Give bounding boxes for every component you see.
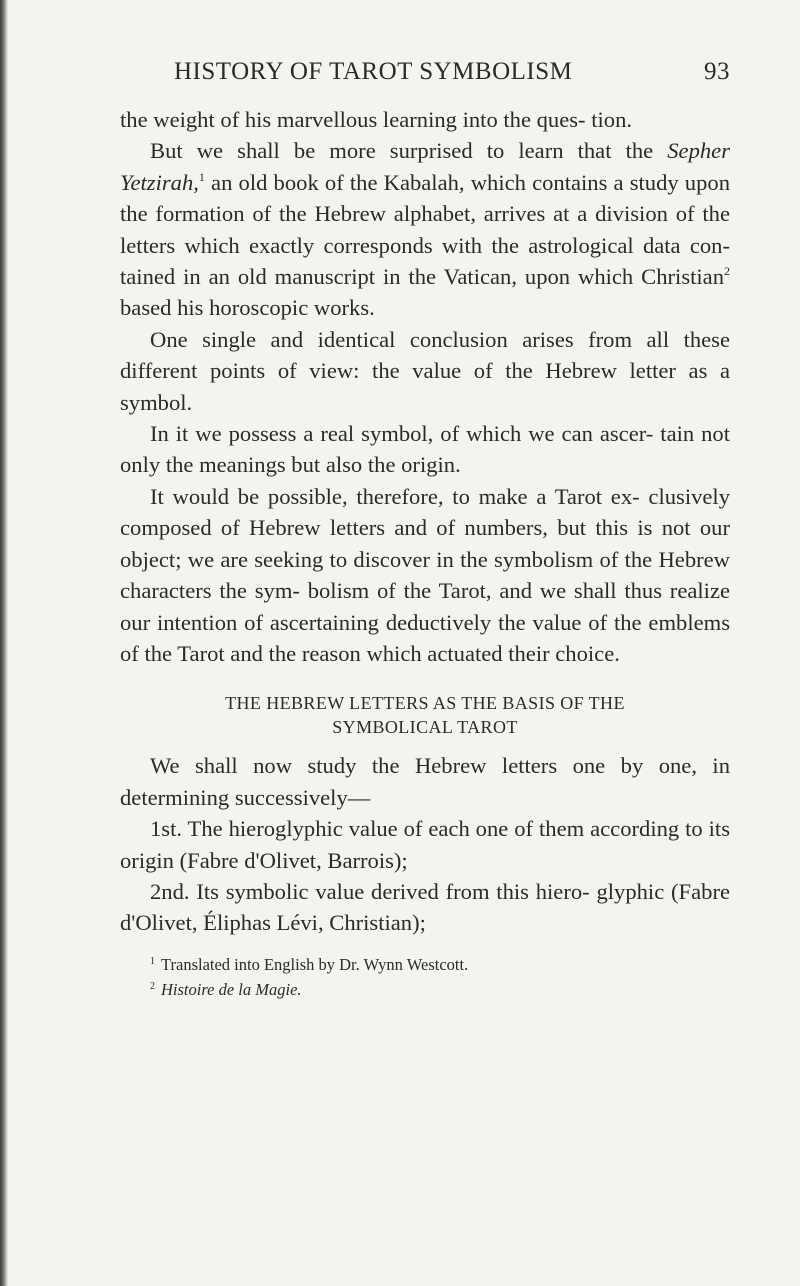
footnote-1-text: Translated into English by Dr. Wynn Westcott. — [161, 954, 469, 974]
paragraph-2-end: based his horoscopic works. — [120, 295, 375, 321]
section-paragraph-3: 2nd. Its symbolic value derived from this hiero- glyphic (Fabre d'Olivet, Éliphas Lévi, Christian); — [120, 878, 730, 936]
paragraph-3: One single and identical conclusion arises from all these different points of view: the value of the Hebrew letter as a symbol. — [120, 326, 730, 415]
footnote-ref-2: 2 — [724, 264, 730, 279]
section-paragraph-1: We shall now study the Hebrew letters one by one, in determining successively— — [120, 753, 730, 810]
page-gutter-shadow — [0, 0, 8, 1286]
paragraph-2-start: But we shall be more surprised to learn that the — [150, 138, 668, 164]
footnote-2-text: Histoire de la Magie. — [161, 979, 302, 999]
paragraph-2-middle: an old book of the Kabalah, which contains a study upon the formation of the Hebrew alphabet, arrives at a division of the letters which exactly corresponds with the astrological data con- tained in an old manuscript in the Vatican, upon which Christian — [120, 169, 730, 290]
paragraph-5: It would be possible, therefore, to make a Tarot ex- clusively composed of Hebrew letters and of numbers, but this is not our object; we are seeking to discover in the symbolism of the Hebrew characters the sym- bolism of the Tarot, and we shall thus realize our intention of ascertaining deductively the value of the emblems of the Tarot and the reason which actuated their choice. — [120, 483, 730, 666]
footnote-2-mark: 2 — [150, 980, 155, 992]
page-number: 93 — [704, 58, 730, 85]
sepher-yetzirah-title: Sepher Yetzirah, — [120, 138, 730, 195]
paragraph-4: In it we possess a real symbol, of which we can ascer- tain not only the meanings but also the origin. — [120, 421, 730, 478]
paragraph-1: the weight of his marvellous learning into the ques- tion. — [120, 107, 633, 132]
running-head-title: HISTORY OF TAROT SYMBOLISM — [174, 58, 573, 85]
running-head — [120, 58, 730, 94]
section-heading-line-2: SYMBOLICAL TAROT — [332, 717, 518, 738]
paragraph-2 — [120, 135, 730, 323]
footnote-2 — [150, 976, 730, 1001]
footnote-1-mark: 1 — [150, 955, 155, 967]
book-page — [120, 58, 730, 1001]
footnote-1 — [150, 951, 730, 976]
section-heading — [120, 691, 730, 739]
footnote-ref-1: 1 — [198, 169, 205, 184]
section-heading-line-1: THE HEBREW LETTERS AS THE BASIS OF THE — [225, 693, 625, 714]
section-paragraph-2: 1st. The hieroglyphic value of each one of them according to its origin (Fabre d'Olivet, Barrois); — [120, 816, 730, 873]
footnotes — [120, 951, 730, 1001]
body-text — [120, 104, 730, 939]
